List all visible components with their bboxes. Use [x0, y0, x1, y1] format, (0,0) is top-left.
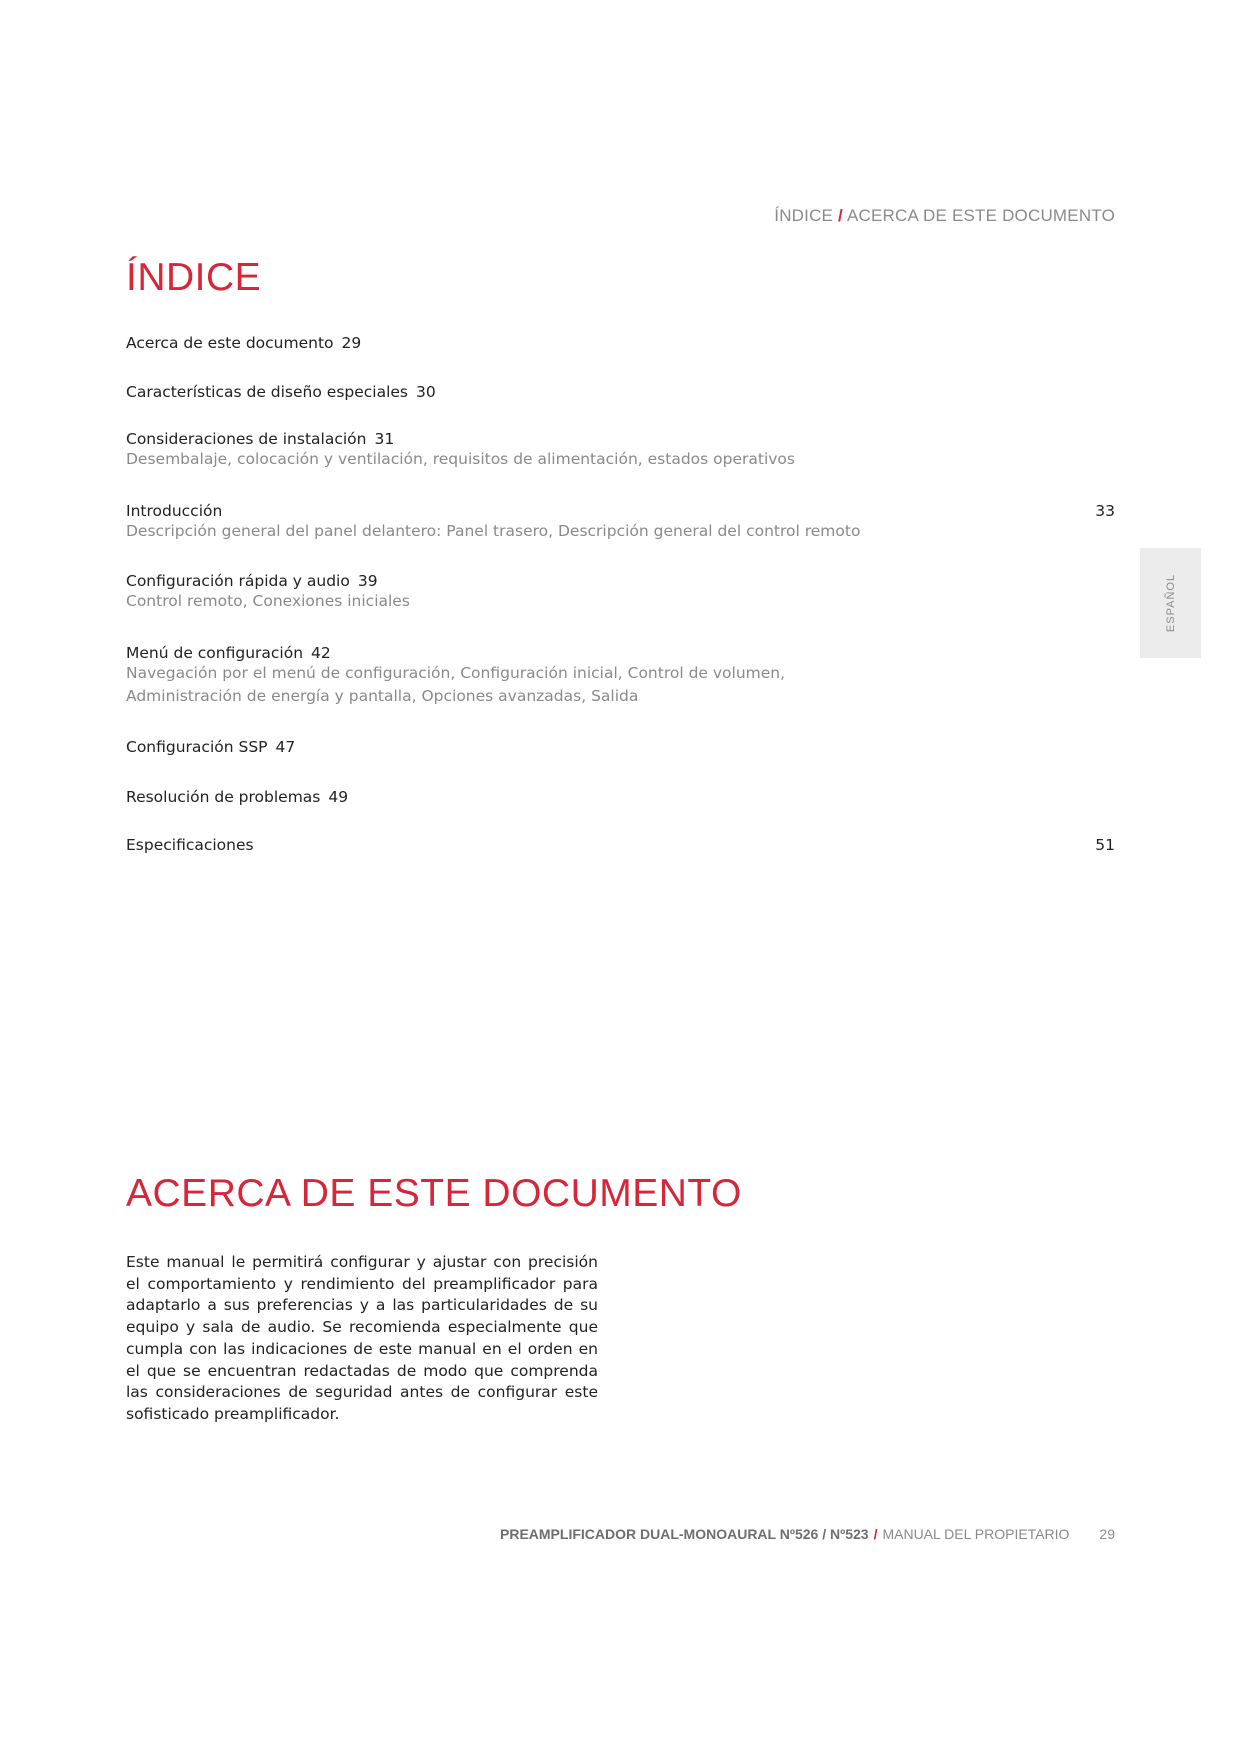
toc-entry-page: 49	[328, 788, 349, 806]
toc-entry-title: Menú de configuración	[126, 644, 304, 662]
toc-entry-specifications[interactable]	[126, 836, 1115, 854]
page-number: 29	[1099, 1526, 1115, 1542]
running-header-section-b: ACERCA DE ESTE DOCUMENTO	[846, 206, 1115, 225]
toc-entry-title: Configuración rápida y audio	[126, 572, 350, 590]
toc-entry-troubleshooting[interactable]	[126, 788, 1115, 806]
toc-entry-page: 29	[341, 334, 362, 352]
toc-entry-introduction[interactable]	[126, 502, 1115, 543]
toc-entry-page: 31	[374, 430, 395, 448]
toc-entry-page: 47	[275, 738, 296, 756]
toc-title: ÍNDICE	[126, 256, 262, 299]
toc-entry-setup-menu[interactable]	[126, 644, 1115, 708]
running-header	[774, 206, 1115, 226]
language-tab	[1140, 548, 1201, 658]
toc-entry-installation[interactable]	[126, 430, 1115, 471]
toc-entry-subtopics: Desembalaje, colocación y ventilación, requisitos de alimentación, estados operativos	[126, 450, 795, 468]
toc-entry-title: Resolución de problemas	[126, 788, 321, 806]
toc-entry-title: Consideraciones de instalación	[126, 430, 367, 448]
toc-entry-title: Especificaciones	[126, 836, 254, 854]
toc-entry-title: Introducción	[126, 502, 223, 520]
footer-product: PREAMPLIFICADOR DUAL-MONOAURAL Nº526 / Nº523	[500, 1526, 869, 1542]
toc-entry-page: 30	[416, 383, 436, 401]
footer-separator: /	[873, 1526, 878, 1542]
toc-entry-subtopics: Control remoto, Conexiones iniciales	[126, 592, 410, 610]
toc-entry-ssp[interactable]	[126, 738, 1115, 756]
toc-entry-page: 51	[1095, 836, 1115, 854]
language-tab-label: ESPAÑOL	[1164, 573, 1177, 633]
toc-entry-page: 39	[357, 572, 378, 590]
toc-entry-quick-setup[interactable]	[126, 572, 1115, 613]
toc-entry-design-features[interactable]	[126, 383, 1115, 401]
about-body: Este manual le permitirá configurar y ajustar con precisión el comportamiento y rendimiento del preamplificador para adaptarlo a sus preferencias y a las particularidades de su equipo y sala de audio. Se recomienda especialmente que cumpla con las indicaciones de este manual en el orden en el que se encuentran redactadas de modo que comprenda las consideraciones de seguridad antes de configurar este sofisticado preamplificador.	[126, 1253, 598, 1423]
toc-entry-subtopics: Descripción general del panel delantero: Panel trasero, Descripción general del control remoto	[126, 522, 861, 540]
running-header-separator: /	[838, 206, 843, 225]
about-title: ACERCA DE ESTE DOCUMENTO	[126, 1172, 742, 1215]
toc-entry-subtopics-line-2: Administración de energía y pantalla, Opciones avanzadas, Salida	[126, 687, 639, 705]
toc-entry-page: 42	[311, 644, 331, 662]
toc-entry-subtopics-line-1: Navegación por el menú de configuración, Configuración inicial, Control de volumen,	[126, 664, 786, 682]
toc-entry-about[interactable]	[126, 334, 1115, 352]
toc-entry-title: Acerca de este documento	[126, 334, 334, 352]
running-header-section-a: ÍNDICE	[774, 206, 834, 225]
footer-manual: MANUAL DEL PROPIETARIO	[882, 1526, 1070, 1542]
toc-entry-title: Características de diseño especiales	[126, 383, 409, 401]
toc-entry-page: 33	[1095, 502, 1115, 520]
toc-entry-title: Configuración SSP	[126, 738, 268, 756]
page-footer	[500, 1526, 1115, 1542]
